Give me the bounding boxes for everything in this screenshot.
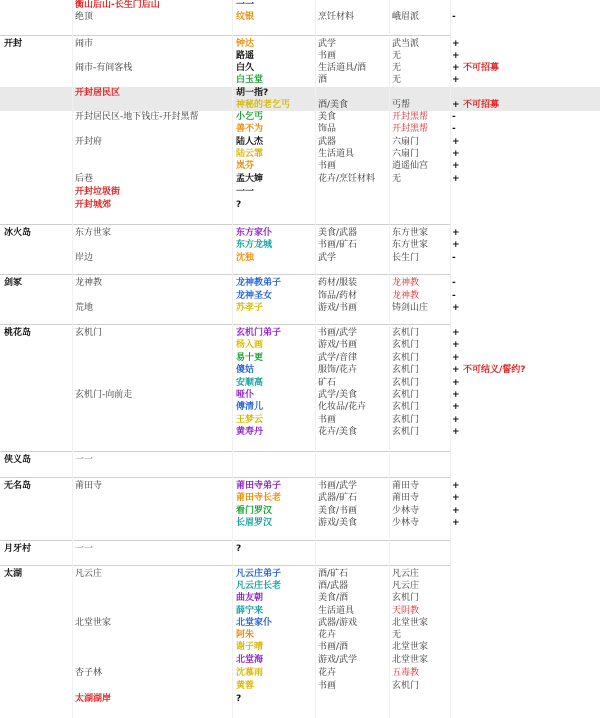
column-divider bbox=[450, 0, 451, 718]
note-cell: 不可结义/誓约? bbox=[463, 365, 526, 375]
recruit-mark-cell: + bbox=[452, 390, 460, 400]
gift-type-cell: 酒/矿石 bbox=[318, 569, 349, 579]
npc-name-cell: 曲友朝 bbox=[236, 593, 264, 603]
gift-type-cell: 武器/矿石 bbox=[318, 493, 358, 503]
table-row bbox=[0, 492, 600, 504]
gift-type-cell: 花卉 bbox=[318, 630, 337, 640]
npc-name-cell: 岚芬 bbox=[236, 161, 255, 171]
gift-type-cell: 书画 bbox=[318, 415, 337, 425]
npc-name-cell: 谢子晴 bbox=[236, 642, 264, 652]
column-divider bbox=[232, 0, 233, 718]
faction-cell: 铸剑山庄 bbox=[392, 303, 429, 313]
faction-cell: 玄机门 bbox=[392, 681, 420, 691]
npc-name-cell: 哑仆 bbox=[236, 390, 255, 400]
area-cell: 闹市-有间客栈 bbox=[75, 63, 133, 73]
table-row bbox=[0, 74, 600, 86]
gift-type-cell: 服饰/花卉 bbox=[318, 365, 358, 375]
region-cell: 无名岛 bbox=[4, 481, 32, 491]
recruit-mark-cell: + bbox=[452, 353, 460, 363]
gift-type-cell: 药材/服装 bbox=[318, 278, 358, 288]
recruit-mark-cell: + bbox=[452, 506, 460, 516]
recruit-mark-cell: + bbox=[452, 427, 460, 437]
column-divider bbox=[389, 0, 390, 718]
npc-name-cell: 钟达 bbox=[236, 39, 255, 49]
recruit-mark-cell: - bbox=[452, 278, 456, 288]
area-cell: 凡云庄 bbox=[75, 569, 103, 579]
recruit-mark-cell: + bbox=[452, 378, 460, 388]
npc-name-cell: 阿朱 bbox=[236, 630, 255, 640]
gift-type-cell: 美食/武器 bbox=[318, 228, 358, 238]
npc-name-cell: 凡云庄长老 bbox=[236, 581, 282, 591]
npc-name-cell: 龙神圣女 bbox=[236, 291, 273, 301]
table-row bbox=[0, 11, 600, 23]
table-row bbox=[0, 327, 600, 339]
region-cell: 太湖 bbox=[4, 569, 23, 579]
faction-cell: 六扇门 bbox=[392, 149, 420, 159]
faction-cell: 北堂世家 bbox=[392, 618, 429, 628]
table-row bbox=[0, 693, 600, 705]
faction-cell: 玄机门 bbox=[392, 593, 420, 603]
table-row bbox=[0, 352, 600, 364]
table-row bbox=[0, 0, 600, 11]
region-cell: 侠义岛 bbox=[4, 455, 32, 465]
area-cell: 衡山后山-长生门后山 bbox=[75, 0, 160, 10]
recruit-mark-cell: + bbox=[452, 340, 460, 350]
column-divider bbox=[315, 0, 316, 718]
recruit-mark-cell: + bbox=[452, 100, 460, 110]
npc-name-cell: 陆人杰 bbox=[236, 137, 264, 147]
npc-name-cell: 一一 bbox=[236, 187, 255, 197]
npc-name-cell: 神秘的老乞丐 bbox=[236, 100, 291, 110]
recruit-mark-cell: + bbox=[452, 51, 460, 61]
region-cell: 开封 bbox=[4, 39, 23, 49]
table-row bbox=[0, 505, 600, 517]
faction-cell: 武当派 bbox=[392, 39, 420, 49]
npc-name-cell: 傅清儿 bbox=[236, 402, 264, 412]
area-cell: 玄机门-向前走 bbox=[75, 390, 133, 400]
table-row bbox=[0, 454, 600, 466]
table-row bbox=[0, 199, 600, 211]
gift-type-cell: 酒/美食 bbox=[318, 100, 349, 110]
area-cell: 绝顶 bbox=[75, 12, 94, 22]
region-cell: 冰火岛 bbox=[4, 228, 32, 238]
table-row bbox=[0, 401, 600, 413]
gift-type-cell: 花卉 bbox=[318, 668, 337, 678]
npc-name-cell: 陆云霏 bbox=[236, 149, 264, 159]
npc-name-cell: 玄机门弟子 bbox=[236, 328, 282, 338]
table-row bbox=[0, 426, 600, 438]
faction-cell: 玄机门 bbox=[392, 353, 420, 363]
region-cell: 剑冢 bbox=[4, 278, 23, 288]
table-row bbox=[0, 389, 600, 401]
table-row bbox=[0, 277, 600, 289]
faction-cell: 峨眉派 bbox=[392, 12, 420, 22]
npc-name-cell: ? bbox=[236, 544, 242, 554]
table-row bbox=[0, 186, 600, 198]
gift-type-cell: 书画/武学 bbox=[318, 481, 358, 491]
area-cell: 玄机门 bbox=[75, 328, 103, 338]
table-row bbox=[0, 414, 600, 426]
table-row bbox=[0, 480, 600, 492]
area-cell: 龙神教 bbox=[75, 278, 103, 288]
area-cell: 一一 bbox=[75, 544, 94, 554]
table-row bbox=[0, 136, 600, 148]
faction-cell: 无 bbox=[392, 75, 402, 85]
npc-name-cell: 孟大婶 bbox=[236, 174, 264, 184]
table-row bbox=[0, 87, 600, 99]
npc-name-cell: 莆田寺弟子 bbox=[236, 481, 282, 491]
gift-type-cell: 书画 bbox=[318, 681, 337, 691]
gift-type-cell: 花卉/美食 bbox=[318, 427, 358, 437]
table-row bbox=[0, 290, 600, 302]
gift-type-cell: 武学/美食 bbox=[318, 390, 358, 400]
gift-type-cell: 美食/书画 bbox=[318, 506, 358, 516]
area-cell: 开封垃圾街 bbox=[75, 187, 121, 197]
table-row bbox=[0, 62, 600, 74]
npc-name-cell: 杨入画 bbox=[236, 340, 264, 350]
npc-name-cell: 安顺高 bbox=[236, 378, 264, 388]
recruit-mark-cell: + bbox=[452, 63, 460, 73]
faction-cell: 五毒教 bbox=[392, 668, 420, 678]
recruit-mark-cell: - bbox=[452, 112, 456, 122]
table-row bbox=[0, 377, 600, 389]
gift-type-cell: 美食/酒 bbox=[318, 593, 349, 603]
recruit-mark-cell: - bbox=[452, 124, 456, 134]
npc-name-cell: 北堂家仆 bbox=[236, 618, 273, 628]
npc-name-cell: 看门罗汉 bbox=[236, 506, 273, 516]
npc-name-cell: 黄寿丹 bbox=[236, 427, 264, 437]
npc-name-cell: 一一 bbox=[236, 0, 255, 10]
npc-name-cell: 东方龙城 bbox=[236, 240, 273, 250]
table-row bbox=[0, 99, 600, 111]
area-cell: 北堂世家 bbox=[75, 618, 112, 628]
faction-cell: 北堂世家 bbox=[392, 655, 429, 665]
table-row bbox=[0, 302, 600, 314]
gift-type-cell: 书画/矿石 bbox=[318, 240, 358, 250]
faction-cell: 无 bbox=[392, 63, 402, 73]
npc-name-cell: 路遥 bbox=[236, 51, 255, 61]
npc-name-cell: 小乞丐 bbox=[236, 112, 264, 122]
recruit-mark-cell: + bbox=[452, 303, 460, 313]
recruit-mark-cell: + bbox=[452, 228, 460, 238]
gift-type-cell: 生活道具 bbox=[318, 149, 355, 159]
gift-type-cell: 游戏/书画 bbox=[318, 340, 358, 350]
faction-cell: 玄机门 bbox=[392, 365, 420, 375]
faction-cell: 北堂世家 bbox=[392, 642, 429, 652]
table-row bbox=[0, 592, 600, 604]
gift-type-cell: 生活道具/酒 bbox=[318, 63, 367, 73]
area-cell: 莆田寺 bbox=[75, 481, 103, 491]
table-row bbox=[0, 160, 600, 172]
npc-name-cell: 易十更 bbox=[236, 353, 264, 363]
npc-name-cell: 纹银 bbox=[236, 12, 255, 22]
faction-cell: 莆田寺 bbox=[392, 493, 420, 503]
area-cell: 后巷 bbox=[75, 174, 94, 184]
npc-name-cell: 善不为 bbox=[236, 124, 264, 134]
gift-type-cell: 花卉/烹饪材料 bbox=[318, 174, 376, 184]
faction-cell: 玄机门 bbox=[392, 378, 420, 388]
npc-name-cell: 苏孝子 bbox=[236, 303, 264, 313]
npc-name-cell: 黄蓉 bbox=[236, 681, 255, 691]
faction-cell: 玄机门 bbox=[392, 415, 420, 425]
area-cell: 东方世家 bbox=[75, 228, 112, 238]
faction-cell: 玄机门 bbox=[392, 340, 420, 350]
gift-type-cell: 武器/游戏 bbox=[318, 618, 358, 628]
gift-type-cell: 酒 bbox=[318, 75, 328, 85]
recruit-mark-cell: + bbox=[452, 328, 460, 338]
recruit-mark-cell: + bbox=[452, 174, 460, 184]
faction-cell: 龙神教 bbox=[392, 291, 420, 301]
faction-cell: 无 bbox=[392, 51, 402, 61]
note-cell: 不可招募 bbox=[463, 100, 500, 110]
recruit-mark-cell: + bbox=[452, 481, 460, 491]
table-row bbox=[0, 568, 600, 580]
faction-cell: 玄机门 bbox=[392, 427, 420, 437]
npc-name-cell: 薛宁来 bbox=[236, 606, 264, 616]
table-row bbox=[0, 667, 600, 679]
faction-cell: 龙神教 bbox=[392, 278, 420, 288]
gift-type-cell: 游戏/书画 bbox=[318, 303, 358, 313]
faction-cell: 玄机门 bbox=[392, 402, 420, 412]
faction-cell: 凡云庄 bbox=[392, 569, 420, 579]
recruit-mark-cell: + bbox=[452, 402, 460, 412]
npc-name-cell: 东方家仆 bbox=[236, 228, 273, 238]
table-row bbox=[0, 111, 600, 123]
faction-cell: 长生门 bbox=[392, 253, 420, 263]
gift-type-cell: 美食 bbox=[318, 112, 337, 122]
gift-type-cell: 烹饪材料 bbox=[318, 12, 355, 22]
table-row bbox=[0, 173, 600, 185]
table-row bbox=[0, 543, 600, 555]
gift-type-cell: 书画 bbox=[318, 51, 337, 61]
area-cell: 太湖湖岸 bbox=[75, 694, 112, 704]
npc-name-cell: 北堂海 bbox=[236, 655, 264, 665]
area-cell: 闹市 bbox=[75, 39, 94, 49]
recruit-mark-cell: + bbox=[452, 415, 460, 425]
gift-type-cell: 化妆品/花卉 bbox=[318, 402, 367, 412]
faction-cell: 开封黑帮 bbox=[392, 124, 429, 134]
recruit-mark-cell: + bbox=[452, 149, 460, 159]
area-cell: 开封居民区-地下钱庄-开封黑帮 bbox=[75, 112, 199, 122]
gift-type-cell: 游戏/武学 bbox=[318, 655, 358, 665]
faction-cell: 天阴教 bbox=[392, 606, 420, 616]
region-cell: 桃花岛 bbox=[4, 328, 32, 338]
faction-cell: 东方世家 bbox=[392, 228, 429, 238]
gift-type-cell: 武学 bbox=[318, 253, 337, 263]
area-cell: 荒地 bbox=[75, 303, 94, 313]
area-cell: 杏子林 bbox=[75, 668, 103, 678]
faction-cell: 东方世家 bbox=[392, 240, 429, 250]
recruit-mark-cell: + bbox=[452, 39, 460, 49]
table-row bbox=[0, 364, 600, 376]
area-cell: 开封居民区 bbox=[75, 88, 121, 98]
recruit-mark-cell: - bbox=[452, 253, 456, 263]
npc-name-cell: 沈独 bbox=[236, 253, 255, 263]
faction-cell: 少林寺 bbox=[392, 518, 420, 528]
faction-cell: 凡云庄 bbox=[392, 581, 420, 591]
table-row bbox=[0, 148, 600, 160]
recruit-mark-cell: + bbox=[452, 137, 460, 147]
npc-name-cell: 沈慕雨 bbox=[236, 668, 264, 678]
faction-cell: 丐帮 bbox=[392, 100, 411, 110]
npc-name-cell: 傻姑 bbox=[236, 365, 255, 375]
table-row bbox=[0, 580, 600, 592]
gift-type-cell: 武学/音律 bbox=[318, 353, 358, 363]
faction-cell: 玄机门 bbox=[392, 390, 420, 400]
gift-type-cell: 矿石 bbox=[318, 378, 337, 388]
faction-cell: 六扇门 bbox=[392, 137, 420, 147]
faction-cell: 莆田寺 bbox=[392, 481, 420, 491]
gift-type-cell: 酒/武器 bbox=[318, 581, 349, 591]
table-row bbox=[0, 339, 600, 351]
recruit-mark-cell: + bbox=[452, 365, 460, 375]
faction-cell: 玄机门 bbox=[392, 328, 420, 338]
gift-type-cell: 饰品/药材 bbox=[318, 291, 358, 301]
table-row bbox=[0, 629, 600, 641]
gift-type-cell: 生活道具 bbox=[318, 606, 355, 616]
npc-name-cell: 莆田寺长老 bbox=[236, 493, 282, 503]
column-divider bbox=[72, 0, 73, 718]
npc-name-cell: 凡云庄弟子 bbox=[236, 569, 282, 579]
table-row bbox=[0, 123, 600, 135]
recruit-mark-cell: + bbox=[452, 75, 460, 85]
npc-name-cell: ? bbox=[236, 200, 242, 210]
note-cell: 不可招募 bbox=[463, 63, 500, 73]
table-row bbox=[0, 680, 600, 692]
recruit-mark-cell: + bbox=[452, 518, 460, 528]
gift-type-cell: 武器 bbox=[318, 137, 337, 147]
area-cell: 一一 bbox=[75, 455, 94, 465]
region-cell: 月牙村 bbox=[4, 544, 32, 554]
recruit-mark-cell: + bbox=[452, 493, 460, 503]
npc-name-cell: 白久 bbox=[236, 63, 255, 73]
table-row bbox=[0, 641, 600, 653]
faction-cell: 逍遥仙宫 bbox=[392, 161, 429, 171]
npc-name-cell: ? bbox=[236, 694, 242, 704]
table-row bbox=[0, 50, 600, 62]
gift-type-cell: 游戏/美食 bbox=[318, 518, 358, 528]
table-row bbox=[0, 38, 600, 50]
table-row bbox=[0, 252, 600, 264]
gift-type-cell: 书画/酒 bbox=[318, 642, 349, 652]
table-row bbox=[0, 654, 600, 666]
faction-cell: 少林寺 bbox=[392, 506, 420, 516]
area-cell: 开封府 bbox=[75, 137, 103, 147]
table-row bbox=[0, 605, 600, 617]
table-row bbox=[0, 239, 600, 251]
table-row bbox=[0, 617, 600, 629]
recruit-mark-cell: + bbox=[452, 240, 460, 250]
recruit-mark-cell: + bbox=[452, 161, 460, 171]
npc-name-cell: 长眉罗汉 bbox=[236, 518, 273, 528]
gift-type-cell: 饰品 bbox=[318, 124, 337, 134]
recruit-mark-cell: - bbox=[452, 291, 456, 301]
faction-cell: 开封黑帮 bbox=[392, 112, 429, 122]
gift-type-cell: 书画 bbox=[318, 161, 337, 171]
recruit-mark-cell: - bbox=[452, 12, 456, 22]
gift-type-cell: 武学 bbox=[318, 39, 337, 49]
table-row bbox=[0, 517, 600, 529]
area-cell: 开封城郊 bbox=[75, 200, 112, 210]
npc-name-cell: 胡一指? bbox=[236, 88, 269, 98]
faction-cell: 无 bbox=[392, 174, 402, 184]
npc-name-cell: 王梦云 bbox=[236, 415, 264, 425]
npc-name-cell: 龙神教弟子 bbox=[236, 278, 282, 288]
faction-cell: 无 bbox=[392, 630, 402, 640]
table-row bbox=[0, 227, 600, 239]
npc-name-cell: 白玉堂 bbox=[236, 75, 264, 85]
gift-type-cell: 书画/武学 bbox=[318, 328, 358, 338]
area-cell: 岸边 bbox=[75, 253, 94, 263]
